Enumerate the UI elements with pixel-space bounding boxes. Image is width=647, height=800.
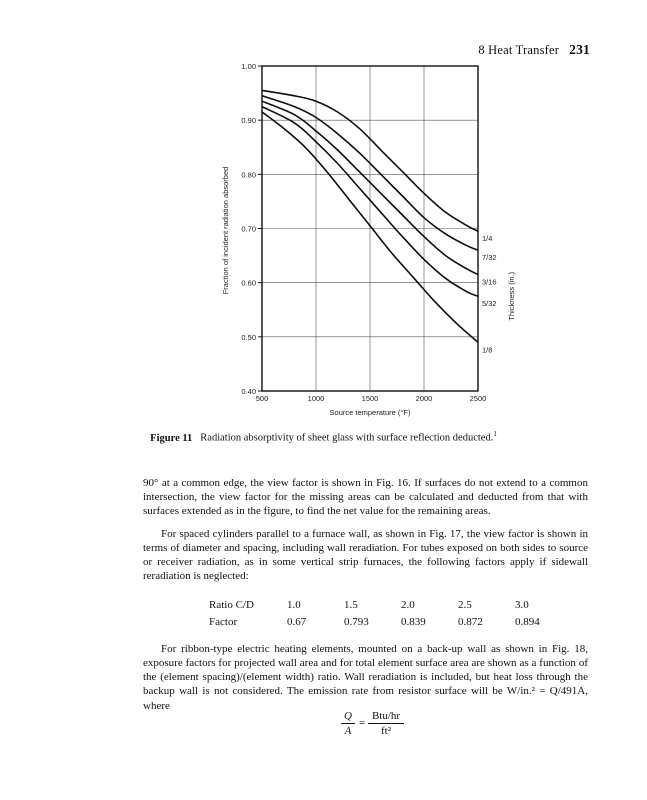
figure-caption [0, 430, 647, 444]
figure-caption-text: Radiation absorptivity of sheet glass with surface reflection deducted. [200, 432, 494, 444]
ratio-cell: 2.0 [401, 599, 415, 612]
ratio-label: Ratio C/D [209, 599, 254, 612]
paragraph-3: For ribbon-type electric heating elements, mounted on a back-up wall as shown in Fig. 18, exposure factors for projected wall area and for total element surface area are shown as a function of the (element spacing)/(element width) ratio. Wall reradiation is included, but heat loss through the backup wall is not considered. The emission rate from resistor surface will be W/in.² = Q/491A, where [143, 642, 588, 712]
thickness-axis-label: Thickness (in.) [507, 271, 516, 321]
equals-sign: = [359, 717, 366, 729]
factor-cell: 0.872 [458, 615, 483, 628]
y-axis-label: Fraction of incident radiation absorbed [221, 166, 230, 295]
factor-cell: 0.839 [401, 615, 426, 628]
x-tick-label: 1000 [307, 394, 325, 403]
lhs-denominator: A [344, 725, 352, 737]
y-tick-label: 1.00 [241, 62, 256, 71]
ratio-cell: 3.0 [515, 599, 529, 612]
y-tick-label: 0.40 [241, 387, 256, 396]
series-label: 1/8 [482, 345, 493, 355]
y-tick-label: 0.90 [241, 116, 256, 126]
paragraph-1: 90° at a common edge, the view factor is shown in Fig. 16. If surfaces do not extend to a common intersection, the view factor for the missing areas can be calculated and deducted from that with surfaces extended as in the figure, to find the net value for the remaining areas. [143, 477, 588, 518]
ratio-row [209, 597, 572, 613]
rhs-fraction [368, 710, 404, 737]
ratio-cell: 1.0 [287, 599, 301, 612]
series-label: 7/32 [482, 253, 497, 263]
lhs-fraction [341, 710, 355, 737]
rhs-numerator: Btu/hr [368, 710, 404, 724]
series-labels [482, 234, 497, 354]
paragraph-2: For spaced cylinders parallel to a furnace wall, as shown in Fig. 17, the view factor is shown in terms of diameter and spacing, including wall reradiation. For tubes exposed on both sides to source or receiver radiation, as in some vertical strip furnaces, the following factors apply if sidewall reradiation is neglected: [143, 527, 588, 583]
factor-label: Factor [209, 615, 238, 628]
axis-ticks [241, 62, 486, 403]
y-tick-label: 0.80 [241, 170, 256, 180]
series-label: 3/16 [482, 277, 497, 287]
factor-row [209, 614, 572, 630]
factor-cell: 0.894 [515, 615, 540, 628]
factor-cell: 0.793 [344, 615, 369, 628]
ratio-factor-table [209, 597, 572, 629]
series-label: 1/4 [482, 234, 493, 244]
y-tick-label: 0.50 [241, 332, 256, 342]
series-label: 5/32 [482, 299, 497, 309]
x-tick-label: 2000 [415, 394, 433, 403]
ratio-cell: 1.5 [344, 599, 358, 612]
x-tick-label: 2500 [469, 394, 487, 403]
y-tick-label: 0.60 [241, 278, 256, 288]
factor-cell: 0.67 [287, 615, 307, 628]
section-title: 8 Heat Transfer [478, 43, 560, 57]
x-tick-label: 1500 [361, 394, 379, 403]
rhs-denominator: ft² [380, 725, 392, 737]
lhs-numerator: Q [341, 710, 355, 724]
x-axis-label: Source temperature (°F) [329, 408, 411, 417]
y-tick-label: 0.70 [241, 224, 256, 234]
page-number: 231 [569, 42, 590, 57]
ratio-cell: 2.5 [458, 599, 472, 612]
caption-reference: 1 [493, 430, 497, 438]
body-text [143, 476, 588, 713]
x-tick-label: 500 [255, 394, 269, 403]
figure-label: Figure 11 [150, 432, 193, 444]
